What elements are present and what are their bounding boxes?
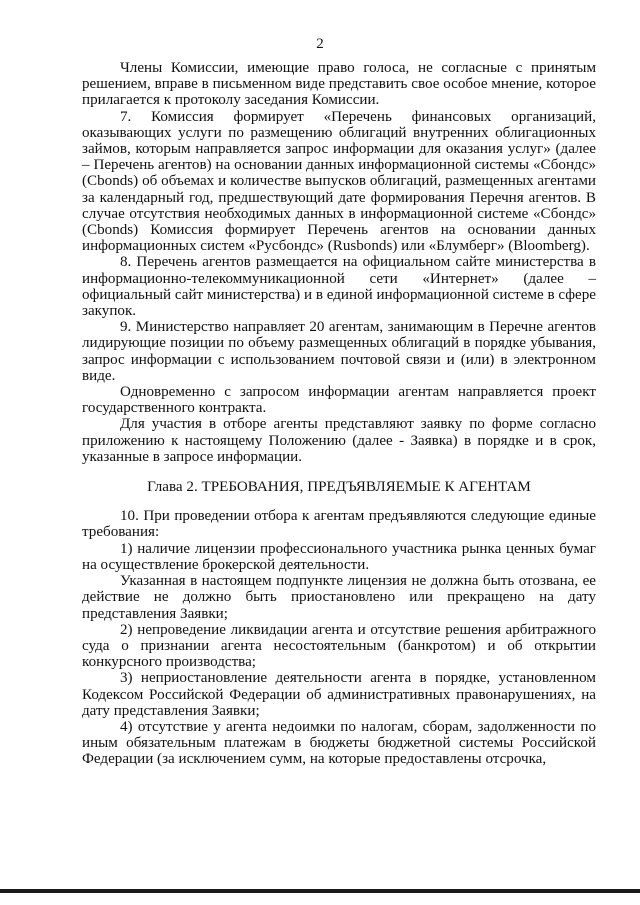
paragraph-contract-draft: Одновременно с запросом информации агентам направляется проект государственного контракта. [82,384,596,417]
page-number: 2 [316,36,324,52]
paragraph-item-10: 10. При проведении отбора к агентам предъявляются следующие единые требования: [82,508,596,541]
paragraph-application: Для участия в отборе агенты представляют заявку по форме согласно приложению к настоящему Положению (далее - Заявка) в порядке и в срок, указанные в запросе информации. [82,416,596,465]
paragraph-requirement-4: 4) отсутствие у агента недоимки по налогам, сборам, задолженности по иным обязательным платежам в бюджеты бюджетной системы Российской Федерации (за исключением сумм, на которые предоставлены отсрочка, [82,718,596,768]
bottom-edge-rule [0,889,640,893]
paragraph-license-note: Указанная в настоящем подпункте лицензия не должна быть отозвана, ее действие не должно быть приостановлено или прекращено на дату представления Заявки; [82,573,596,622]
paragraph-item-8: 8. Перечень агентов размещается на официальном сайте министерства в информационно-телекоммуникационной сети «Интернет» (далее – официальный сайт министерства) и в единой информационной системе в сфере закупок. [82,254,596,320]
paragraph-item-9: 9. Министерство направляет 20 агентам, занимающим в Перечне агентов лидирующие позиции по объему размещенных облигаций в порядке убывания, запрос информации с использованием почтовой связи и (или) в электронном виде. [82,319,596,384]
chapter-heading: Глава 2. ТРЕБОВАНИЯ, ПРЕДЪЯВЛЯЕМЫЕ К АГЕНТАМ [147,479,531,496]
paragraph-requirement-3: 3) неприостановление деятельности агента в порядке, установленном Кодексом Российской Федерации об административных правонарушениях, на дату представления Заявки; [82,670,596,719]
paragraph-requirement-1: 1) наличие лицензии профессионального участника рынка ценных бумаг на осуществление брокерской деятельности. [82,540,596,573]
paragraph-requirement-2: 2) непроведение ликвидации агента и отсутствие решения арбитражного суда о признании агента несостоятельным (банкротом) и об открытии конкурсного производства; [82,621,596,671]
paragraph-item-7: 7. Комиссия формирует «Перечень финансовых организаций, оказывающих услуги по размещению облигаций внутренних облигационных займов, которым направляется запрос информации для оказания услуг» (далее – Перечень агентов) на основании данных информационной системы «Сбондс» (Cbonds) об объемах и количестве выпусков облигаций, размещенных агентами за календарный год, предшествующий дате формирования Перечня агентов. В случае отсутствия необходимых данных в информационной системе «Сбондс» (Cbonds) Комиссия формирует Перечень агентов на основании данных информационных систем «Русбондс» (Rusbonds) или «Блумберг» (Bloomberg). [82,108,596,255]
paragraph-dissent: Члены Комиссии, имеющие право голоса, не согласные с принятым решением, вправе в письменном виде представить свое особое мнение, которое прилагается к протоколу заседания Комиссии. [82,60,596,109]
document-body [82,60,596,768]
